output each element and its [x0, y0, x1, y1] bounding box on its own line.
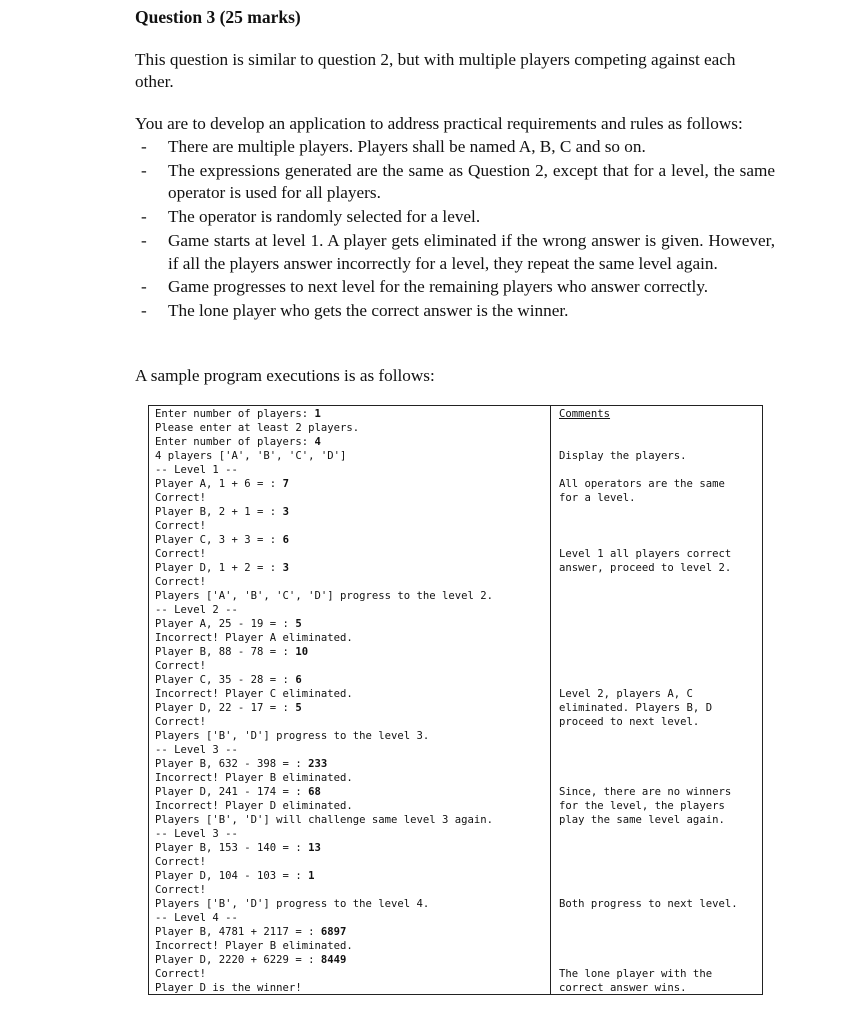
program-line-text: Player B, 153 - 140 = :	[155, 842, 309, 854]
program-line	[155, 757, 327, 771]
program-line-text: Correct!	[155, 548, 207, 560]
program-line-text: Players ['B', 'D'] will challenge same level 3 again.	[155, 814, 494, 826]
user-input-value: 13	[308, 842, 321, 854]
rule-text: Game starts at level 1. A player gets eliminated if the wrong answer is given. However, if all the players answer incorrectly for a level, they repeat the same level again.	[168, 230, 775, 273]
program-line	[155, 981, 302, 995]
program-line-text: Correct!	[155, 660, 207, 672]
program-line-text: -- Level 1 --	[155, 464, 238, 476]
program-line-text: Enter number of players:	[155, 436, 315, 448]
program-line	[155, 771, 353, 785]
program-line-text: Players ['B', 'D'] progress to the level 3.	[155, 730, 430, 742]
program-line-text: -- Level 4 --	[155, 912, 238, 924]
rule-text: Game progresses to next level for the remaining players who answer correctly.	[168, 277, 709, 297]
program-line	[155, 897, 429, 911]
program-line-text: Player D, 22 - 17 = :	[155, 702, 296, 714]
program-line	[155, 421, 359, 435]
program-line	[155, 645, 308, 659]
user-input-value: 10	[295, 646, 309, 658]
user-input-value: 3	[282, 562, 289, 574]
program-line-text: Player B, 4781 + 2117 = :	[155, 926, 321, 938]
comment-text: All operators are the same for a level.	[559, 478, 725, 504]
requirements-intro: You are to develop an application to address practical requirements and rules as follows:	[135, 114, 743, 133]
program-line-text: Please enter at least 2 players.	[155, 422, 360, 434]
rule-item: - The lone player who gets the correct answer is the winner.	[141, 300, 569, 320]
program-line	[155, 925, 346, 939]
program-line-text: -- Level 2 --	[155, 604, 238, 616]
program-line-text: Correct!	[155, 520, 207, 532]
program-line	[155, 589, 493, 603]
program-line-text: -- Level 3 --	[155, 744, 238, 756]
program-line	[155, 575, 206, 589]
program-line	[155, 855, 206, 869]
rule-item: - Game starts at level 1. A player gets eliminated if the wrong answer is given. However, if all the players answer incorrectly for a level, they repeat the same level again.	[141, 230, 775, 273]
program-line	[155, 813, 493, 827]
program-line-text: Player B, 88 - 78 = :	[155, 646, 296, 658]
user-input-value: 1	[314, 408, 321, 420]
program-line-text: Player A, 1 + 6 = :	[155, 478, 283, 490]
intro-paragraph: This question is similar to question 2, but with multiple players competing against each other.	[135, 50, 736, 91]
program-line	[155, 617, 302, 631]
sample-execution-table	[148, 405, 763, 995]
user-input-value: 1	[308, 870, 315, 882]
comments-header: Comments	[559, 408, 611, 420]
program-line	[155, 547, 206, 561]
program-line-text: Player D, 241 - 174 = :	[155, 786, 309, 798]
program-line-text: Player D, 1 + 2 = :	[155, 562, 283, 574]
program-line-text: -- Level 3 --	[155, 828, 238, 840]
user-input-value: 4	[314, 436, 321, 448]
program-line-text: Incorrect! Player B eliminated.	[155, 940, 353, 952]
program-line-text: Player B, 2 + 1 = :	[155, 506, 283, 518]
program-line	[155, 939, 353, 953]
program-line	[155, 659, 206, 673]
rules-list	[135, 136, 775, 324]
user-input-value: 8449	[320, 954, 347, 966]
comment-text: Both progress to next level.	[559, 898, 738, 910]
comment-text: Level 2, players A, C eliminated. Players B, D proceed to next level.	[559, 688, 713, 728]
rule-text: The lone player who gets the correct answer is the winner.	[168, 300, 569, 320]
program-line-text: Players ['A', 'B', 'C', 'D'] progress to the level 2.	[155, 590, 494, 602]
rule-item: - The expressions generated are the same as Question 2, except that for a level, the same operator is used for all players.	[141, 160, 775, 203]
program-line	[155, 911, 238, 925]
comment-text: The lone player with the correct answer wins.	[559, 968, 713, 994]
user-input-value: 5	[295, 618, 302, 630]
program-line-text: Player A, 25 - 19 = :	[155, 618, 296, 630]
rule-text: There are multiple players. Players shall be named A, B, C and so on.	[168, 137, 646, 156]
program-line	[155, 463, 238, 477]
user-input-value: 233	[308, 758, 328, 770]
comment-text: Display the players.	[559, 450, 687, 462]
program-line	[155, 407, 321, 421]
program-line	[155, 743, 238, 757]
rule-item: - Game progresses to next level for the remaining players who answer correctly.	[141, 277, 709, 297]
program-line-text: Player C, 35 - 28 = :	[155, 674, 296, 686]
program-line	[155, 687, 353, 701]
program-line-text: Correct!	[155, 968, 207, 980]
program-line-text: Incorrect! Player C eliminated.	[155, 688, 353, 700]
comment-text: Since, there are no winners for the level, the players play the same level again.	[559, 786, 732, 826]
user-input-value: 5	[295, 702, 302, 714]
program-line	[155, 603, 238, 617]
user-input-value: 68	[308, 786, 321, 798]
program-line-text: Enter number of players:	[155, 408, 315, 420]
program-line-text: Correct!	[155, 492, 207, 504]
program-line-text: Player D, 2220 + 6229 = :	[155, 954, 321, 966]
program-line-text: Player D, 104 - 103 = :	[155, 870, 309, 882]
program-line	[155, 519, 206, 533]
program-line-text: Player C, 3 + 3 = :	[155, 534, 283, 546]
column-divider	[550, 406, 551, 994]
program-line-text: Incorrect! Player A eliminated.	[155, 632, 353, 644]
program-line	[155, 477, 289, 491]
program-line-text: Player D is the winner!	[155, 982, 302, 994]
rule-item: - There are multiple players. Players shall be named A, B, C and so on.	[141, 137, 646, 156]
program-line	[155, 533, 289, 547]
program-line	[155, 729, 429, 743]
program-line	[155, 631, 353, 645]
program-line-text: Correct!	[155, 716, 207, 728]
program-line	[155, 799, 353, 813]
user-input-value: 6897	[320, 926, 347, 938]
sample-intro: A sample program executions is as follows:	[135, 366, 435, 385]
program-line-text: 4 players ['A', 'B', 'C', 'D']	[155, 450, 347, 462]
rule-text: The operator is randomly selected for a level.	[168, 207, 481, 227]
program-line	[155, 953, 346, 967]
program-line	[155, 701, 302, 715]
user-input-value: 6	[295, 674, 302, 686]
program-line-text: Correct!	[155, 884, 207, 896]
program-line-text: Correct!	[155, 576, 207, 588]
program-line	[155, 827, 238, 841]
rule-text: The expressions generated are the same as Question 2, except that for a level, the same operator is used for all players.	[168, 160, 775, 203]
program-line	[155, 785, 321, 799]
program-line-text: Incorrect! Player D eliminated.	[155, 800, 353, 812]
user-input-value: 7	[282, 478, 289, 490]
user-input-value: 6	[282, 534, 289, 546]
question-title: Question 3 (25 marks)	[135, 7, 301, 27]
program-line	[155, 435, 321, 449]
program-line-text: Incorrect! Player B eliminated.	[155, 772, 353, 784]
program-line	[155, 883, 206, 897]
program-line	[155, 505, 289, 519]
program-line	[155, 841, 321, 855]
program-line	[155, 449, 346, 463]
program-line	[155, 715, 206, 729]
user-input-value: 3	[282, 506, 289, 518]
program-line-text: Players ['B', 'D'] progress to the level 4.	[155, 898, 430, 910]
rule-item: - The operator is randomly selected for a level.	[141, 207, 481, 227]
program-line	[155, 967, 206, 981]
comment-text: Level 1 all players correct answer, proceed to level 2.	[559, 548, 732, 574]
program-line	[155, 561, 289, 575]
program-line	[155, 491, 206, 505]
program-line-text: Correct!	[155, 856, 207, 868]
program-line	[155, 673, 302, 687]
program-line-text: Player B, 632 - 398 = :	[155, 758, 309, 770]
program-line	[155, 869, 314, 883]
